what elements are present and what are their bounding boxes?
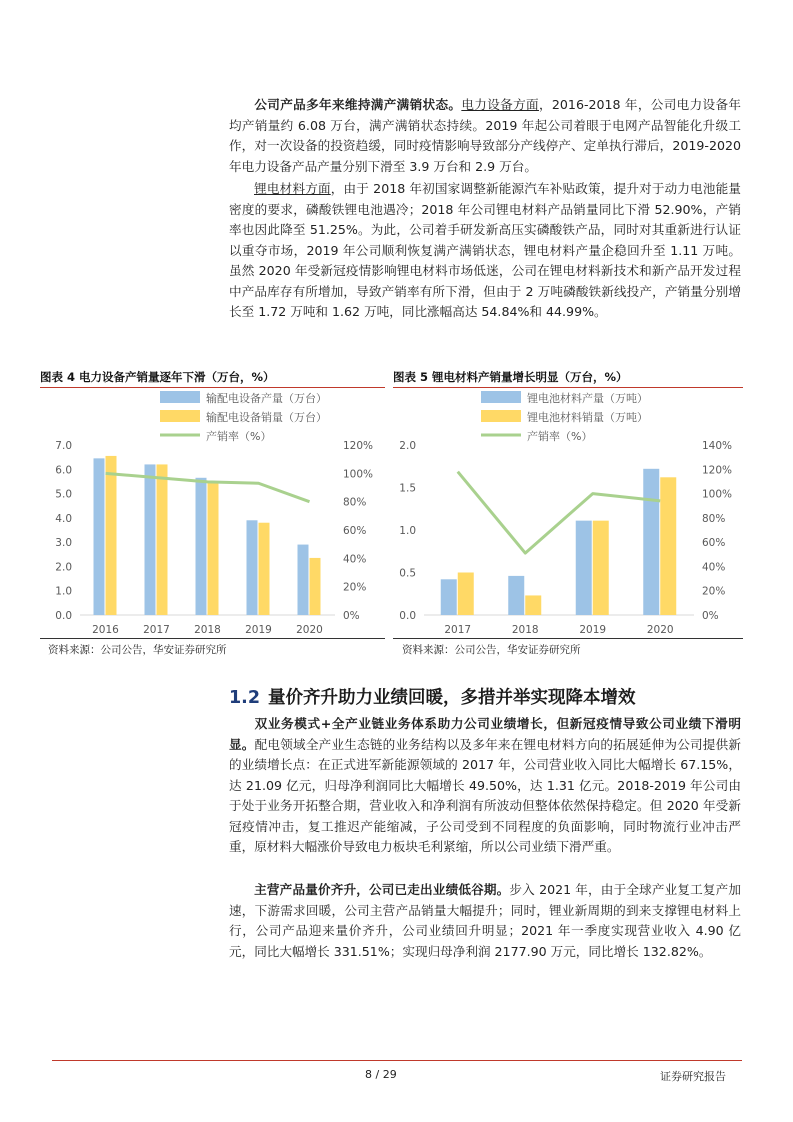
paragraph-equipment xyxy=(229,95,741,177)
y-axis-left-tick: 0.0 xyxy=(399,610,416,622)
y-axis-right-tick: 100% xyxy=(702,488,733,501)
legend-swatch xyxy=(481,410,521,422)
y-axis-right-tick: 100% xyxy=(343,468,374,481)
line-series xyxy=(458,472,661,553)
y-axis-right-tick: 80% xyxy=(702,512,726,525)
para-text: 步入 2021 年，由于全球产业复工复产加速，下游需求回暖，公司主营产品销量大幅提升；同时，锂业新周期的到来支撑锂电材料上行，公司产品迎来量价齐升，公司业绩回升明显；2021 年一季度实现营业收入 4.90 亿元，同比大幅增长 331.51%；实现归母净利润 2177.90 万元，同比增长 132.82%。 xyxy=(229,882,741,959)
legend-swatch xyxy=(481,391,521,403)
bar xyxy=(145,464,156,615)
figure-5-source: 资料来源：公司公告，华安证券研究所 xyxy=(402,644,581,656)
bar xyxy=(576,521,592,615)
y-axis-right-tick: 40% xyxy=(343,553,367,566)
y-axis-left-tick: 4.0 xyxy=(55,512,72,525)
chart-electric-equipment xyxy=(40,388,385,638)
y-axis-left-tick: 1.0 xyxy=(399,525,416,537)
legend-label: 产销率（%） xyxy=(206,430,272,443)
bar xyxy=(196,478,207,615)
y-axis-left-tick: 1.0 xyxy=(55,585,72,598)
legend-swatch xyxy=(160,410,200,422)
footer-brand: 证券研究报告 xyxy=(660,1070,726,1083)
bar xyxy=(259,523,270,615)
y-axis-left-tick: 7.0 xyxy=(55,440,72,452)
legend-swatch xyxy=(160,391,200,403)
section-number: 1.2 xyxy=(229,688,261,708)
legend-label: 锂电池材料销量（万吨） xyxy=(527,411,648,424)
x-axis-tick: 2018 xyxy=(511,624,539,636)
y-axis-left-tick: 6.0 xyxy=(55,464,72,477)
figure-5-bottom-rule xyxy=(393,638,743,639)
bar xyxy=(593,521,609,615)
figure-4-bottom-rule xyxy=(40,638,385,639)
x-axis-tick: 2018 xyxy=(194,624,221,636)
x-axis-tick: 2020 xyxy=(646,624,674,636)
paragraph-performance xyxy=(229,714,741,858)
y-axis-right-tick: 0% xyxy=(702,610,719,622)
figure-4-source: 资料来源：公司公告，华安证券研究所 xyxy=(48,644,227,656)
y-axis-left-tick: 0.5 xyxy=(399,567,416,580)
para-underline: 锂电材料方面 xyxy=(254,181,331,196)
y-axis-left-tick: 5.0 xyxy=(55,488,72,501)
bar xyxy=(310,558,321,615)
x-axis-tick: 2019 xyxy=(579,624,607,636)
y-axis-left-tick: 2.0 xyxy=(399,440,416,452)
figure-5-title: 图表 5 锂电材料产销量增长明显（万台，%） xyxy=(393,370,628,384)
x-axis-tick: 2020 xyxy=(296,624,323,636)
bar xyxy=(106,456,117,615)
y-axis-right-tick: 20% xyxy=(702,585,726,598)
y-axis-right-tick: 20% xyxy=(343,581,367,594)
x-axis-tick: 2019 xyxy=(245,624,272,636)
y-axis-right-tick: 140% xyxy=(702,440,733,452)
bar xyxy=(298,545,309,615)
bar xyxy=(247,520,258,615)
paragraph-lithium xyxy=(229,179,741,323)
bar xyxy=(525,595,541,615)
paragraph-recovery xyxy=(229,880,741,962)
figure-4-title: 图表 4 电力设备产销量逐年下滑（万台，%） xyxy=(40,370,275,384)
y-axis-right-tick: 60% xyxy=(343,525,367,537)
y-axis-right-tick: 80% xyxy=(343,496,367,509)
footer-rule xyxy=(52,1060,742,1061)
chart-lithium-materials xyxy=(393,388,743,638)
y-axis-right-tick: 60% xyxy=(702,537,726,550)
y-axis-right-tick: 40% xyxy=(702,561,726,574)
x-axis-tick: 2017 xyxy=(143,624,170,636)
y-axis-left-tick: 1.5 xyxy=(399,482,416,495)
legend-label: 锂电池材料产量（万吨） xyxy=(527,392,648,405)
bar xyxy=(94,458,105,615)
bar xyxy=(643,469,659,615)
page-number: 8 / 29 xyxy=(365,1068,397,1081)
bar xyxy=(441,579,457,615)
para-text: ，2016-2018 年，公司电力设备年均产销量约 6.08 万台，满产满销状态持续。2019 年起公司着眼于电网产品智能化升级工作，对一次设备的投资趋缓，同时疫情影响导致部分产线停产、定单执行滞后，2019-2020 年电力设备产品产量分别下滑至 3.9 万台和 2.9 万台。 xyxy=(229,97,741,174)
section-title: 量价齐升助力业绩回暖，多措并举实现降本增效 xyxy=(268,688,636,708)
section-heading xyxy=(229,684,636,709)
y-axis-left-tick: 2.0 xyxy=(55,561,72,574)
para-text: ，由于 2018 年初国家调整新能源汽车补贴政策，提升对于动力电池能量密度的要求，磷酸铁锂电池遇冷；2018 年公司锂电材料产品销量同比下滑 52.90%，产销率也因此降至 51.25%。为此，公司着手研发新高压实磷酸铁产品，同时对其重新进行认证以重夺市场，2019 年公司顺利恢复满产满销状态，锂电材料产量企稳回升至 1.11 万吨。虽然 2020 年受新冠疫情影响锂电材料市场低迷，公司在锂电材料新技术和新产品开发过程中产品库存有所增加，导致产销率有所下滑，但由于 2 万吨磷酸铁新线投产，产销量分别增长至 1.72 万吨和 1.62 万吨，同比涨幅高达 54.84%和 44.99%。 xyxy=(229,181,742,319)
y-axis-right-tick: 120% xyxy=(702,464,733,477)
para-bold: 双业务模式+全产业链业务体系助力公司业绩增长，但新冠疫情导致公司业绩下滑明显。 xyxy=(229,716,741,752)
legend-label: 输配电设备销量（万台） xyxy=(206,411,327,424)
y-axis-left-tick: 3.0 xyxy=(55,537,72,550)
bar xyxy=(458,573,474,616)
para-bold: 公司产品多年来维持满产满销状态。 xyxy=(254,97,462,112)
legend-label: 输配电设备产量（万台） xyxy=(206,392,327,405)
para-bold: 主营产品量价齐升，公司已走出业绩低谷期。 xyxy=(254,882,510,897)
x-axis-tick: 2016 xyxy=(92,624,119,636)
y-axis-right-tick: 120% xyxy=(343,440,374,452)
x-axis-tick: 2017 xyxy=(444,624,472,636)
para-text: 配电领域全产业生态链的业务结构以及多年来在锂电材料方向的拓展延伸为公司提供新的业绩增长点：在正式进军新能源领域的 2017 年，公司营业收入同比大幅增长 67.15%，达 21.09 亿元，归母净利润同比大幅增长 49.50%，达 1.31 亿元。2018-2019 年公司由于处于业务开拓整合期，营业收入和净利润有所波动但整体依然保持稳定。但 2020 年受新冠疫情冲击，复工推迟产能缩减，子公司受到不同程度的负面影响，同时物流行业冲击严重，原材料大幅涨价导致电力板块毛利紧缩，所以公司业绩下滑严重。 xyxy=(229,736,742,854)
bar xyxy=(208,481,219,615)
bar xyxy=(157,464,168,615)
bar xyxy=(508,576,524,615)
y-axis-left-tick: 0.0 xyxy=(55,610,72,622)
legend-label: 产销率（%） xyxy=(527,430,593,443)
para-underline: 电力设备方面 xyxy=(461,97,539,112)
y-axis-right-tick: 0% xyxy=(343,610,360,622)
bar xyxy=(660,477,676,615)
